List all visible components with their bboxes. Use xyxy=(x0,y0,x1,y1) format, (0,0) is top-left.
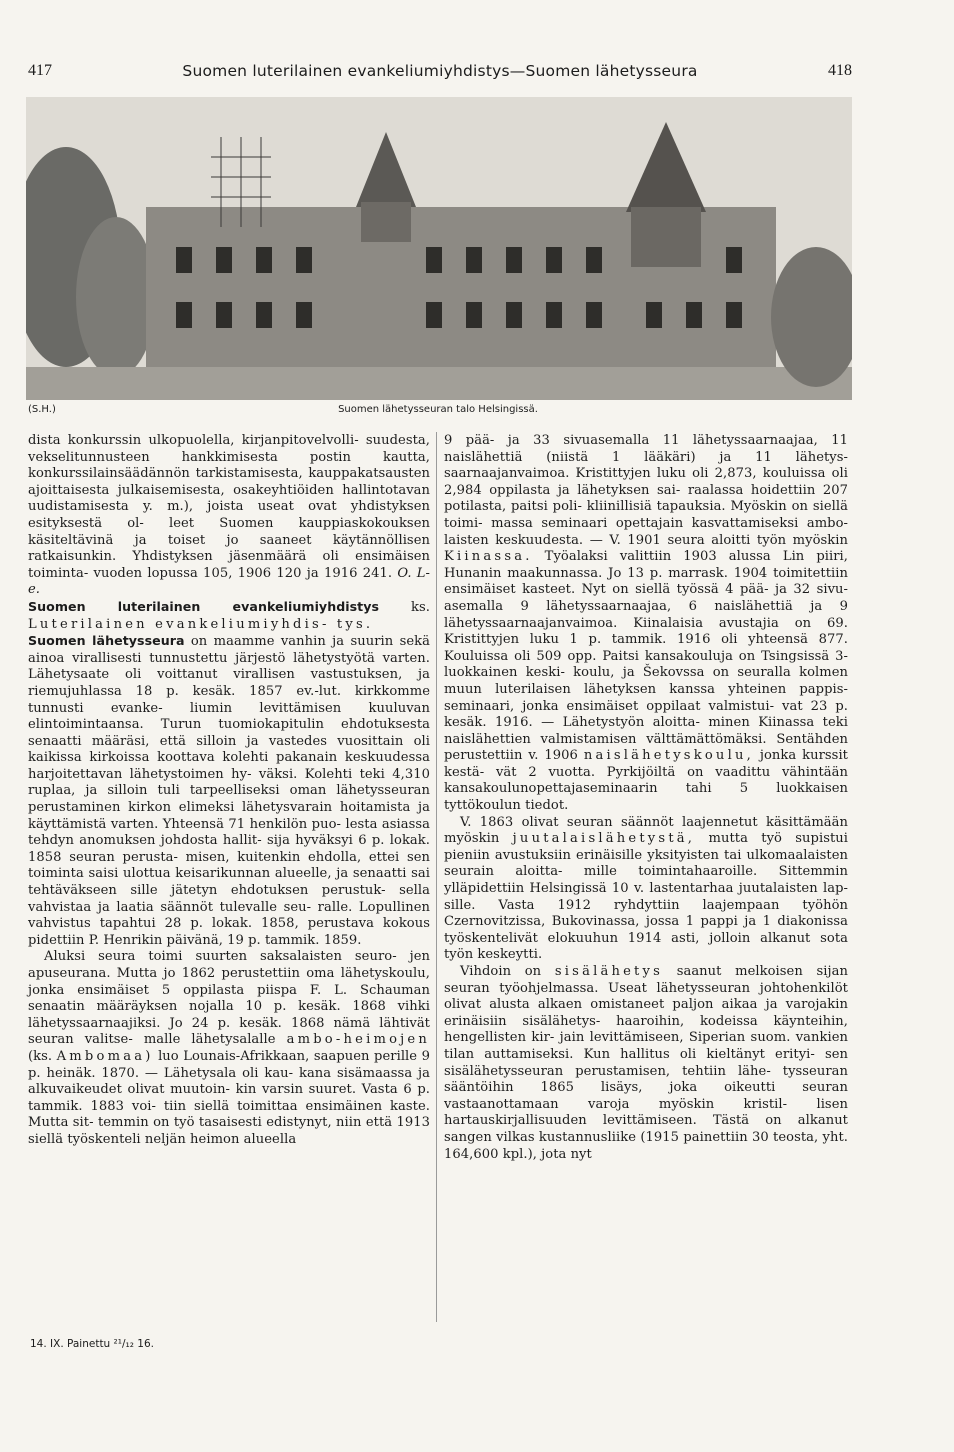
paragraph-text: jonka kurssit kestä- vät 2 vuotta. Pyrkijöiltä on vaadittu vähintään kansakoulunopettajaseminaarin tahi 5 luokkaisen tyttökoulun tiedot. xyxy=(444,748,848,814)
paragraph-text: V. 1863 olivat seuran säännöt laajennetut käsittämään myöskin xyxy=(444,814,848,847)
running-header xyxy=(28,62,852,86)
page-number-right: 418 xyxy=(828,62,852,79)
paragraph-text: (ks. xyxy=(28,1048,53,1064)
emphasis-text: naislähetyskoulu, xyxy=(583,748,754,764)
paragraph-text: Aluksi seura toimi suurten saksalaisten seuro- jen apuseurana. Mutta jo 1862 perustettiin oma lähetyskoulu, jonka ensimäiset 5 oppilasta piispa F. L. Schauman senaatin määräyksen nojalla 10 p. kesäk. 1868 vihki lähetyssaarnaajiksi. Jo 24 p. kesäk. 1868 nämä lähtivät seuran valitse- malle lähetysalalle xyxy=(28,949,430,1048)
paragraph xyxy=(444,433,848,815)
paragraph xyxy=(28,433,430,599)
emphasis-text: juutalaislähetystä, xyxy=(512,831,696,847)
paragraph-text: Työalaksi valittiin 1903 alussa Lin piiri, Hunanin maakunnassa. Jo 13 p. marrask. 1904 toimitettiin ensimäiset kasteet. Nyt on siellä työssä 4 pää- ja 32 sivu- asemalla 9 lähetyssaarnaajaa, 6 naislähettiä ja 9 lähetyssaarnaajanvaimoa. Kiinalaisia avustajia on 69. Kristittyjen luku 1 p. tammik. 1916 oli yhteensä 877. Kouluissa oli 509 opp. Paitsi kansakouluja on Tsingsissä 3-luokkainen keski- koulu, ja Šekovssa on seuralla kolmen muun luterilaisen lähetyksen kanssa yhteinen pappis- seminaari, jonka ensimäiset oppilaat valmistui- vat 23 p. kesäk. 1916. — Lähetystyön aloitta- minen Kiinassa teki naislähettien valmistamisen välttämättömäksi. Sentähden perustettiin v. 1906 xyxy=(444,549,849,764)
paragraph-text: saanut melkoisen sijan seuran työohjelmassa. Useat lähetysseuran johtohenkilöt olivat alusta alkaen omistaneet paljon aikaa ja varojakin erinäisiin sisälähetys- haaroihin, kodeissa käynteihin, hengellisten kir- jain levittämiseen, Siperian suom. vankien tilan auttamiseksi. Kun hallitus oli kieltänyt erityi- sen sisälähetysseuran perustamisen, tehtiin lähe- tysseuran sääntöihin 1865 lisäys, joka oikeutti seuran vastaanottamaan varoja myöskin kristil- lisen hartauskirjallisuuden levittämiseen. Tästä on alkanut sangen vilkas kustannusliike (1915 painettiin 30 teosta, yht. 164,600 kpl.), jota nyt xyxy=(444,964,848,1162)
emphasis-text: Ambomaa) xyxy=(56,1048,154,1064)
emphasis-text: sisälähetys xyxy=(554,964,664,979)
cross-reference-target: Luterilainen evankeliumiyhdis- tys. xyxy=(28,616,374,632)
paragraph xyxy=(444,815,848,964)
building-illustration xyxy=(26,97,852,400)
paragraph-text: mutta työ supistui pieniin avustuksiin erinäisille yksityisten tai ulkomaalaisten seurain aloitta- mille toimintahaaroille. Sittemmin ylläpidettiin Helsingissä 10 v. lastentarhaa juutalaisten lap- sille. Vasta 1912 ryhdyttiin laajempaan työhön Czernovitzissa, Bukovinassa, jossa 1 pappi ja 1 diakonissa työskentelivät elokuuhun 1914 asti, jolloin alkanut sota työn keskeytti. xyxy=(444,831,849,963)
emphasis-text: ambo-heimojen xyxy=(286,1032,430,1048)
paragraph-text: Vihdoin on xyxy=(460,964,542,979)
entry-heading: Suomen luterilainen evankeliumiyhdistys xyxy=(28,598,380,614)
paragraph-text: luo Lounais-Afrikkaan, saapuen perille 9 p. heinäk. 1870. — Lähetysala oli kau- kana sisämaassa ja alkuvaikeudet olivat muutoin- kin varsin suuret. Vasta 6 p. tammik. 1883 voi- tiin siellä toimittaa ensimäinen kaste. Mutta sit- temmin on työ tasaisesti edistynyt, niin että 1913 siellä työskenteli neljän heimon alueella xyxy=(28,1048,430,1147)
paragraph-text: dista konkurssin ulkopuolella, kirjanpitovelvolli- suudesta, vekselitunnusteen hankkimisesta postin kautta, konkurssilainsäädännön tarkistamisesta, kauppakatsausten ajoittaisesta julkaisemisesta, osakeyhtiöiden hallintotavan uudistamisesta y. m.), joista useat ovat yhdistyksen esityksestä ol- leet Suomen kauppiaskokouksen käsiteltävinä ja toiset jo saaneet käytännöllisen ratkaisunkin. Yhdistyksen jäsenmäärä oli ensimäisen toiminta- vuoden lopussa 105, 1906 120 ja 1916 241. xyxy=(28,433,430,581)
building-photograph xyxy=(26,97,852,400)
paragraph xyxy=(28,633,430,949)
photo-caption: Suomen lähetysseuran talo Helsingissä. xyxy=(338,404,538,415)
photo-credit: (S.H.) xyxy=(28,404,56,415)
left-column xyxy=(28,433,430,1149)
cross-reference-ks: ks. xyxy=(411,599,430,615)
author-signature: O. L-e. xyxy=(28,565,430,598)
entry-heading: Suomen lähetysseura xyxy=(28,633,185,649)
running-title: Suomen luterilainen evankeliumiyhdistys—Suomen lähetysseura xyxy=(182,62,698,80)
paragraph xyxy=(28,949,430,1148)
column-divider xyxy=(436,432,437,1322)
emphasis-text: Kiinassa. xyxy=(444,549,533,565)
right-column xyxy=(444,433,848,1163)
photo-caption-row xyxy=(28,404,848,420)
print-footer: 14. IX. Painettu ²¹/₁₂ 16. xyxy=(30,1338,154,1350)
paragraph-text: 9 pää- ja 33 sivuasemalla 11 lähetyssaarnaajaa, 11 naislähettiä (niistä 1 lääkäri) ja 11 lähetys- saarnaajanvaimoa. Kristittyjen luku oli 2,873, kouluissa oli 2,984 oppilasta ja lähetyksen sai- raalassa hoidettiin 207 potilasta, paitsi poli- kliinillisiä tapauksia. Myöskin on siellä toimi- massa seminaari opettajain kasvattamiseksi ambo- laisten keskuudesta. — V. 1901 seura aloitti työn myöskin xyxy=(444,433,848,548)
page-number-left: 417 xyxy=(28,62,52,79)
paragraph xyxy=(444,964,848,1163)
paragraph xyxy=(28,599,430,633)
paragraph-text: on maamme vanhin ja suurin sekä ainoa virallisesti tunnustettu järjestö lähetystyötä varten. Lähetysaate oli voittanut virallisen vastustuksen, ja riemujuhlassa 18 p. kesäk. 1857 ev.-lut. kirkkomme tunnusti evanke- liumin levittämisen kuuluvan elintoimintaansa. Turun tuomiokapitulin ehdotuksesta senaatti määräsi, että silloin ja vastedes vuosittain oli kaikissa kirkoissa koottava kolehti pakanain keskuudessa harjoitettavan lähetystoimen hy- väksi. Kolehti teki 4,310 ruplaa, ja silloin tuli tarpeelliseksi oman lähetysseuran perustaminen kirkon elimeksi lähetysvarain hoitamista ja käyttämistä varten. Yhteensä 71 henkilön puo- lesta asiassa tehdyn anomuksen johdosta hallit- sija hyväksyi 6 p. lokak. 1858 seuran perusta- misen, kuitenkin ehdolla, ettei sen toiminta saisi ulottua keisarikunnan alueelle, ja senaatti sai tehtäväkseen sille jätetyn ehdotuksen perustuk- sella vahvistaa ja laatia säännöt tulevalle seu- ralle. Lopullinen vahvistus tapahtui 28 p. lokak. 1858, perustava kokous pidettiin P. Henrikin päivänä, 19 p. tammik. 1859. xyxy=(28,634,430,948)
